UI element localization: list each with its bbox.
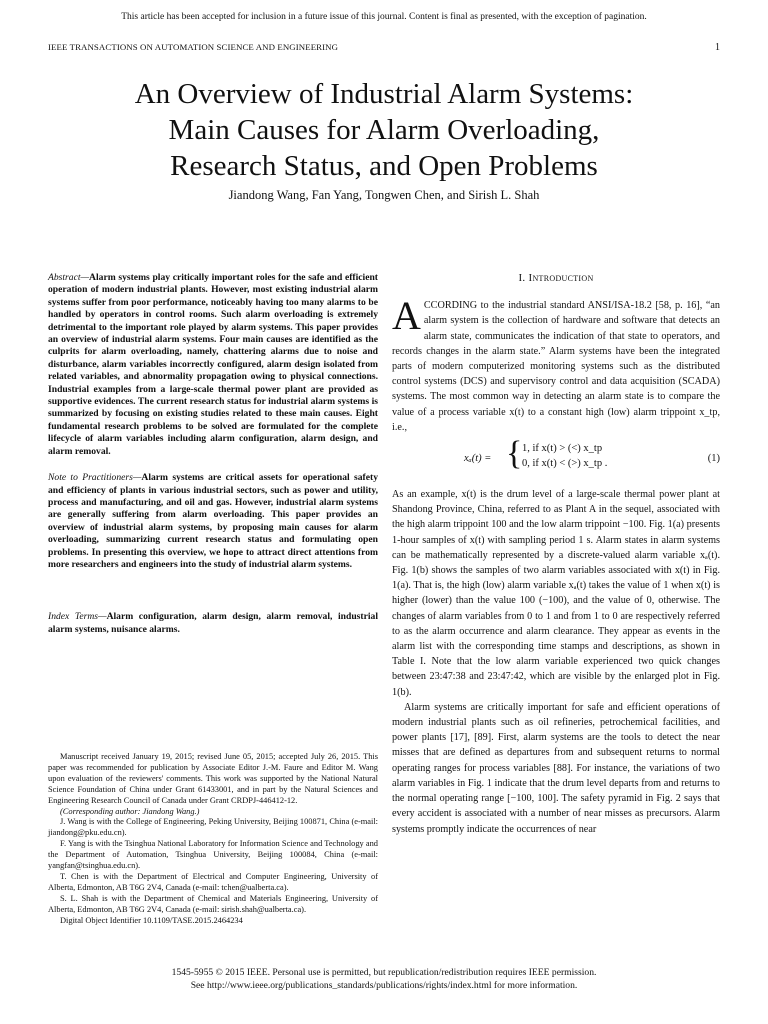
footnote-manuscript: Manuscript received January 19, 2015; revised June 05, 2015; accepted July 26, 2015. This paper was recommended for publication by Associate Editor J.-M. Faure and Editor M. Wang upon evaluation of the reviewers' comments. This work was supported by the National Natural Science Foundation of China under Grant 61433001, and in part by the Natural Sciences and Engineering Research Council of Canada under Grant CRDPJ-446412-12. [48, 752, 378, 805]
copyright-notice [0, 966, 768, 992]
footnote-affiliation: T. Chen is with the Department of Electrical and Computer Engineering, University of Alberta, Edmonton, AB T6G 2V4, Canada (e-mail: tchen@ualberta.ca). [48, 871, 378, 892]
paper-title [60, 76, 708, 184]
equation-number: (1) [707, 453, 720, 465]
abstract [48, 272, 378, 458]
footnote-affiliation: F. Yang is with the Tsinghua National Laboratory for Information Science and Technology and the Department of Automation, Tsinghua University, Beijing 100084, China (e-mail: yangfan@tsinghua.edu.cn). [48, 839, 378, 871]
equation-case: 1, if x(t) > (<) x_tp [522, 443, 603, 455]
index-terms-label: Index Terms— [48, 611, 107, 623]
note-text: Alarm systems are critical assets for operational safety and efficiency of plants in various industrial sectors, such as power and utility, process and manufacturing, and oil and gas. However, industrial alarm systems are generally suffering from alarm overloading. This paper provides an overview of industrial alarm systems, by proposing main causes for alarm overloading, summarizing current research status and formulating open problems. In presenting this overview, we hope to attract direct attentions from more researchers and engineers into the study of industrial alarm systems. [48, 472, 378, 570]
acceptance-banner: This article has been accepted for inclusion in a future issue of this journal. Content is final as presented, with the exception of pagination. [121, 12, 647, 22]
note-label: Note to Practitioners— [48, 472, 142, 484]
intro-paragraph: CCORDING to the industrial standard ANSI/ISA-18.2 [58, p. 16], “an alarm system is the collection of hardware and software that detects an alarm state, communicates the indication of that state to operators, and records changes in the alarm state.” Alarm systems have been the integrated parts of modern computerized monitoring systems such as the distributed control systems (DCS) and supervisory control and data acquisition (SCADA) systems. The most common way in detecting an alarm state is to compare the value of a process variable x(t) to a constant high (low) alarm trippoint x_tp, i.e., [392, 300, 720, 433]
title-line: Main Causes for Alarm Overloading, [168, 114, 600, 146]
equation-1 [392, 435, 720, 477]
footnote-affiliation: J. Wang is with the College of Engineering, Peking University, Beijing 100871, China (e-mail: jiandong@pku.edu.cn). [48, 817, 378, 838]
note-to-practitioners [48, 472, 378, 571]
abstract-text: Alarm systems play critically important roles for the safe and efficient operation of modern industrial plants. However, most existing industrial alarm systems suffer from poor performance, noticeably having too many alarms to be handled by operators in control rooms. Such alarm overloading is extremely detrimental to the important role played by alarm systems. This paper provides an overview of industrial alarm systems. Four main causes are identified as the culprits for alarm overloading, namely, chattering alarms due to noise and disturbance, alarm variables incorrectly configured, alarm design isolated from related variables, and abnormality propagation owing to physical connections. Industrial examples from a large-scale thermal power plant are provided as supportive evidences. The current research status for industrial alarm systems is summarized by focusing on existing studies related to these main causes. Eight fundamental research problems to be solved are formulated for the complete lifecycle of alarm variables including alarm configuration, alarm design, and alarm removal. [48, 272, 378, 457]
journal-name: IEEE TRANSACTIONS ON AUTOMATION SCIENCE AND ENGINEERING [48, 42, 339, 52]
section-number: I. [518, 272, 526, 284]
equation-case: 0, if x(t) < (>) x_tp . [522, 458, 608, 470]
equation-brace: { [506, 435, 523, 473]
title-line: An Overview of Industrial Alarm Systems: [134, 78, 634, 110]
title-line: Research Status, and Open Problems [170, 150, 598, 182]
equation-cases [522, 441, 607, 471]
section-title: Introduction [528, 272, 594, 284]
footnote-doi: Digital Object Identifier 10.1109/TASE.2015.2464234 [60, 915, 243, 925]
right-column [392, 272, 720, 837]
intro-paragraph: Alarm systems are critically important for safe and efficient operations of modern industrial plants such as oil refineries, petrochemical facilities, and power plants [17], [89]. First, alarm systems are the tools to detect the near misses that are defined as departures from and subsequent returns to normal operating ranges for process variables [88]. For instance, the variations of two alarm variables in Fig. 1 indicate that the drum level departs from and returns to the normal operating range [−100, 100]. The safety pyramid in Fig. 2 says that every accident is associated with a number of near misses as precursors. Alarm systems promptly indicate the occurrences of near [392, 701, 720, 835]
footnotes [48, 752, 378, 927]
footnote-corresponding: (Corresponding author: Jiandong Wang.) [60, 806, 200, 816]
equation-lhs: xₐ(t) = [464, 453, 492, 465]
copyright-line: See http://www.ieee.org/publications_standards/publications/rights/index.html for more information. [190, 980, 578, 991]
left-column [48, 272, 378, 636]
index-terms [48, 611, 378, 636]
intro-paragraph: As an example, x(t) is the drum level of a large-scale thermal power plant at Shandong Province, China, referred to as Plant A in the sequel, associated with the high alarm trippoint 100 and the low alarm trippoint −100. Fig. 1(a) presents 1-hour samples of x(t) with sampling period 1 s. Alarm states in alarm systems can be mathematically represented by a discrete-valued alarm variable xₐ(t). Fig. 1(b) shows the samples of two alarm variables associated with x(t) in Fig. 1(a). That is, the high (low) alarm variable xₐ(t) takes the value of 1 when x(t) is higher (lower) than the value 100 (−100), and the value of 0, otherwise. The changes of alarm variables from 0 to 1 and from 1 to 0 are respectively referred to as the alarm occurrence and alarm clearance. They appear as events in the alarm list with the corresponding time stamps and descriptions, as shown in Table I. Note that the low alarm variable experienced two quick changes between 23:47:38 and 23:47:42, which are visible by the enlarged plot in Fig. 1(b). [392, 489, 720, 698]
footnote-affiliation: S. L. Shah is with the Department of Chemical and Materials Engineering, University of Alberta, Edmonton, AB T6G 2V4, Canada (e-mail: sirish.shah@ualberta.ca). [48, 893, 378, 914]
author-list: Jiandong Wang, Fan Yang, Tongwen Chen, and Sirish L. Shah [228, 188, 540, 202]
index-terms-text: Alarm configuration, alarm design, alarm removal, industrial alarm systems, nuisance alarms. [48, 611, 378, 635]
page-number: 1 [715, 42, 720, 53]
drop-cap: A [392, 293, 421, 339]
section-heading [392, 272, 720, 284]
abstract-label: Abstract— [48, 272, 90, 283]
copyright-line: 1545-5955 © 2015 IEEE. Personal use is permitted, but republication/redistribution requires IEEE permission. [171, 967, 597, 978]
introduction-body [392, 293, 720, 837]
